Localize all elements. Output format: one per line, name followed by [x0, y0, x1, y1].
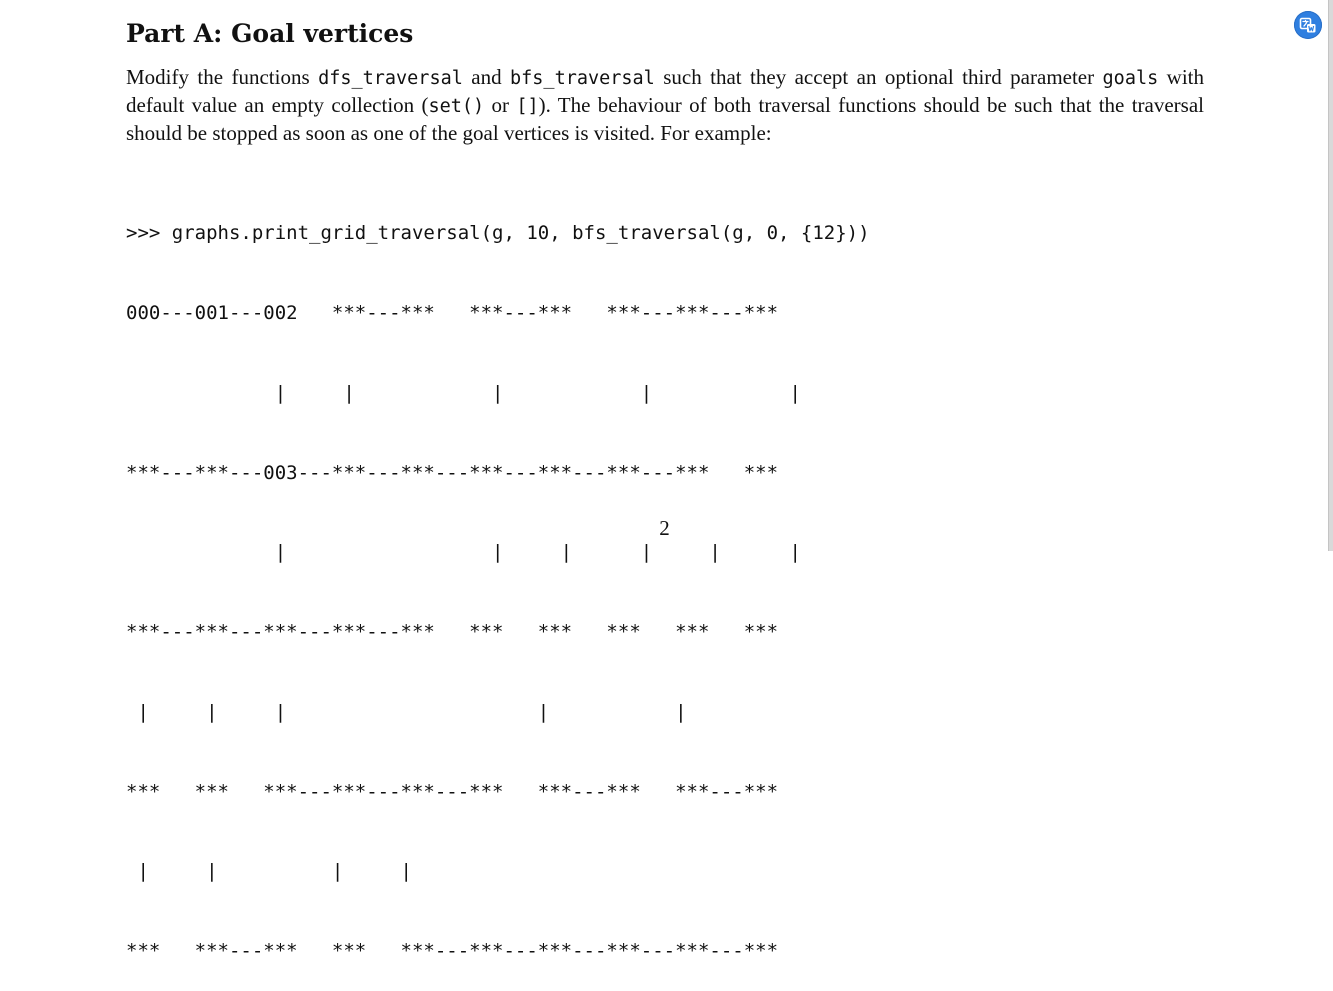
grid-output-line: ***---***---003---***---***---***---***---***---*** *** — [126, 461, 779, 484]
grid-output-line: | | | | | | — [126, 541, 801, 564]
grid-output-line: ***---***---***---***---*** *** *** *** *** *** — [126, 621, 779, 644]
paragraph-text: ). The behaviour of both traversal functions should be such that the traversal should be stopped as soon as one of the goal vertices is visited. For example: — [126, 93, 1204, 145]
translate-icon — [1299, 16, 1317, 34]
grid-output-line: | | | | — [126, 860, 412, 883]
inline-code-bfs: bfs_traversal — [510, 68, 655, 89]
grid-output-line: | | | | | — [126, 700, 687, 723]
page-edge — [1328, 0, 1333, 551]
paragraph-text: such that they accept an optional third parameter — [654, 65, 1103, 89]
paragraph-text: Modify the functions — [126, 65, 319, 89]
grid-output-line: 000---001---002 ***---*** ***---*** ***---***---*** — [126, 301, 779, 324]
paragraph-text: or — [484, 93, 517, 117]
section-heading: Part A: Goal vertices — [126, 19, 414, 48]
translate-extension-button[interactable] — [1294, 11, 1322, 39]
inline-code-dfs: dfs_traversal — [318, 68, 463, 89]
code-example — [126, 167, 870, 991]
grid-output-line: *** ***---*** *** ***---***---***---***---***---*** — [126, 940, 779, 963]
code-prompt-line: >>> graphs.print_grid_traversal(g, 10, bfs_traversal(g, 0, {12})) — [126, 222, 870, 245]
paragraph-text: and — [462, 65, 511, 89]
grid-output-line: *** *** ***---***---***---*** ***---*** ***---*** — [126, 780, 779, 803]
inline-code-list: [] — [516, 96, 539, 117]
inline-code-goals: goals — [1102, 68, 1159, 89]
grid-output-line: | | | | | — [126, 381, 801, 404]
body-paragraph — [126, 64, 1204, 147]
paragraph-text: with default value an empty collection ( — [126, 65, 1204, 117]
inline-code-set: set() — [428, 96, 485, 117]
page-number: 2 — [659, 516, 670, 540]
